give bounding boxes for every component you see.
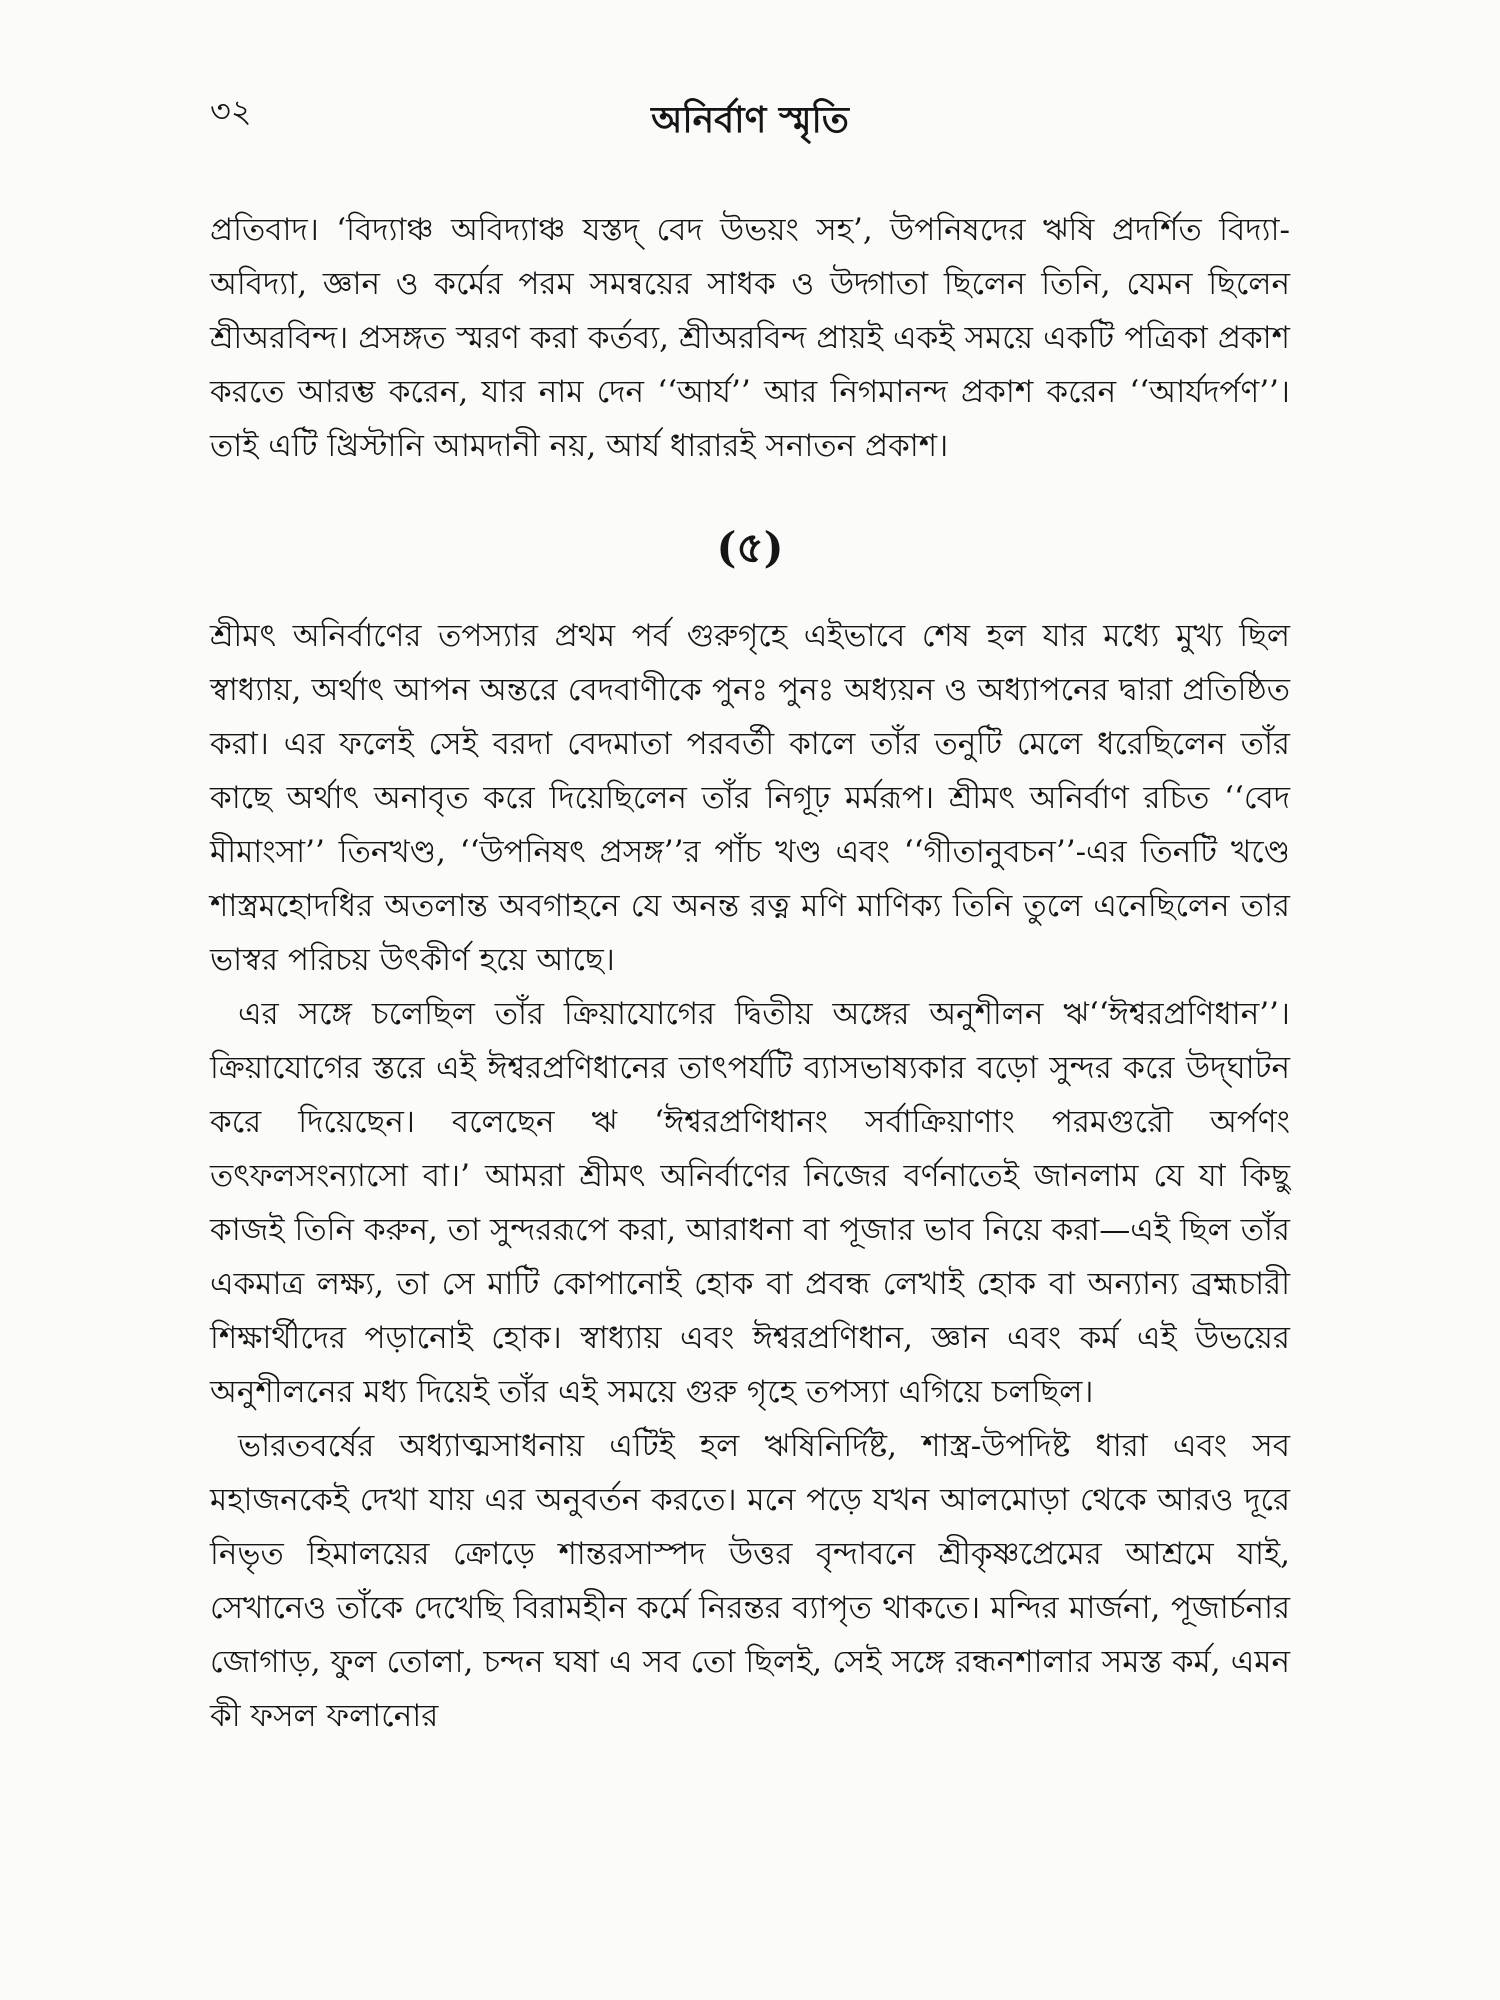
paragraph-1: প্রতিবাদ। ‘বিদ্যাঞ্চ অবিদ্যাঞ্চ যস্তদ্‌ বেদ উভয়ং সহ’, উপনিষদের ঋষি প্রদর্শিত বিদ্যা-অবিদ্যা, জ্ঞান ও কর্মের পরম সমন্বয়ের সাধক ও উদ্গাতা ছিলেন তিনি, যেমন ছিলেন শ্রীঅরবিন্দ। প্রসঙ্গত স্মরণ করা কর্তব্য, শ্রীঅরবিন্দ প্রায়ই একই সময়ে একটি পত্রিকা প্রকাশ করতে আরম্ভ করেন, যার নাম দেন ‘‘আর্য’’ আর নিগমানন্দ প্রকাশ করেন ‘‘আর্যদর্পণ’’। তাই এটি খ্রিস্টানি আমদানী নয়, আর্য ধারারই সনাতন প্রকাশ। bbox=[210, 212, 1290, 464]
section-heading: (৫) bbox=[716, 523, 784, 572]
paragraph-2: শ্রীমৎ অনির্বাণের তপস্যার প্রথম পর্ব গুরুগৃহে এইভাবে শেষ হল যার মধ্যে মুখ্য ছিল স্বাধ্যায়, অর্থাৎ আপন অন্তরে বেদবাণীকে পুনঃ পুনঃ অধ্যয়ন ও অধ্যাপনের দ্বারা প্রতিষ্ঠিত করা। এর ফলেই সেই বরদা বেদমাতা পরবর্তী কালে তাঁর তনুটি মেলে ধরেছিলেন তাঁর কাছে অর্থাৎ অনাবৃত করে দিয়েছিলেন তাঁর নিগূঢ় মর্মরূপ। শ্রীমৎ অনির্বাণ রচিত ‘‘বেদ মীমাংসা’’ তিনখণ্ড, ‘‘উপনিষৎ প্রসঙ্গ’’র পাঁচ খণ্ড এবং ‘‘গীতানুবচন’’-এর তিনটি খণ্ডে শাস্ত্রমহোদধির অতলান্ত অবগাহনে যে অনন্ত রত্ন মণি মাণিক্য তিনি তুলে এনেছিলেন তার ভাস্বর পরিচয় উৎকীর্ণ হয়ে আছে। bbox=[210, 618, 1290, 978]
paragraph-4: ভারতবর্ষের অধ্যাত্মসাধনায় এটিই হল ঋষিনির্দিষ্ট, শাস্ত্র-উপদিষ্ট ধারা এবং সব মহাজনকেই দেখা যায় এর অনুবর্তন করতে। মনে পড়ে যখন আলমোড়া থেকে আরও দূরে নিভৃত হিমালয়ের ক্রোড়ে শান্তরসাস্পদ উত্তর বৃন্দাবনে শ্রীকৃষ্ণপ্রেমের আশ্রমে যাই, সেখানেও তাঁকে দেখেছি বিরামহীন কর্মে নিরন্তর ব্যাপৃত থাকতে। মন্দির মার্জনা, পূজার্চনার জোগাড়, ফুল তোলা, চন্দন ঘষা এ সব তো ছিলই, সেই সঙ্গে রন্ধনশালার সমস্ত কর্ম, এমন কী ফসল ফলানোর bbox=[210, 1428, 1290, 1734]
paragraph-3: এর সঙ্গে চলেছিল তাঁর ক্রিয়াযোগের দ্বিতীয় অঙ্গের অনুশীলন ঋ‘‘ঈশ্বরপ্রণিধান’’। ক্রিয়াযোগের স্তরে এই ঈশ্বরপ্রণিধানের তাৎপর্যটি ব্যাসভাষ্যকার বড়ো সুন্দর করে উদ্‌ঘাটন করে দিয়েছেন। বলেছেন ঋ ‘ঈশ্বরপ্রণিধানং সর্বাক্রিয়াণাং পরমগুরৌ অর্পণং তৎফলসংন্যাসো বা।’ আমরা শ্রীমৎ অনির্বাণের নিজের বর্ণনাতেই জানলাম যে যা কিছু কাজই তিনি করুন, তা সুন্দররূপে করা, আরাধনা বা পূজার ভাব নিয়ে করা—এই ছিল তাঁর একমাত্র লক্ষ্য, তা সে মাটি কোপানোই হোক বা প্রবন্ধ লেখাই হোক বা অন্যান্য ব্রহ্মচারী শিক্ষার্থীদের পড়ানোই হোক। স্বাধ্যায় এবং ঈশ্বরপ্রণিধান, জ্ঞান এবং কর্ম এই উভয়ের অনুশীলনের মধ্য দিয়েই তাঁর এই সময়ে গুরু গৃহে তপস্যা এগিয়ে চলছিল। bbox=[210, 996, 1290, 1410]
page-header bbox=[210, 85, 1290, 155]
page-number: ৩২ bbox=[210, 92, 252, 130]
running-title: অনির্বাণ স্মৃতি bbox=[651, 99, 849, 141]
